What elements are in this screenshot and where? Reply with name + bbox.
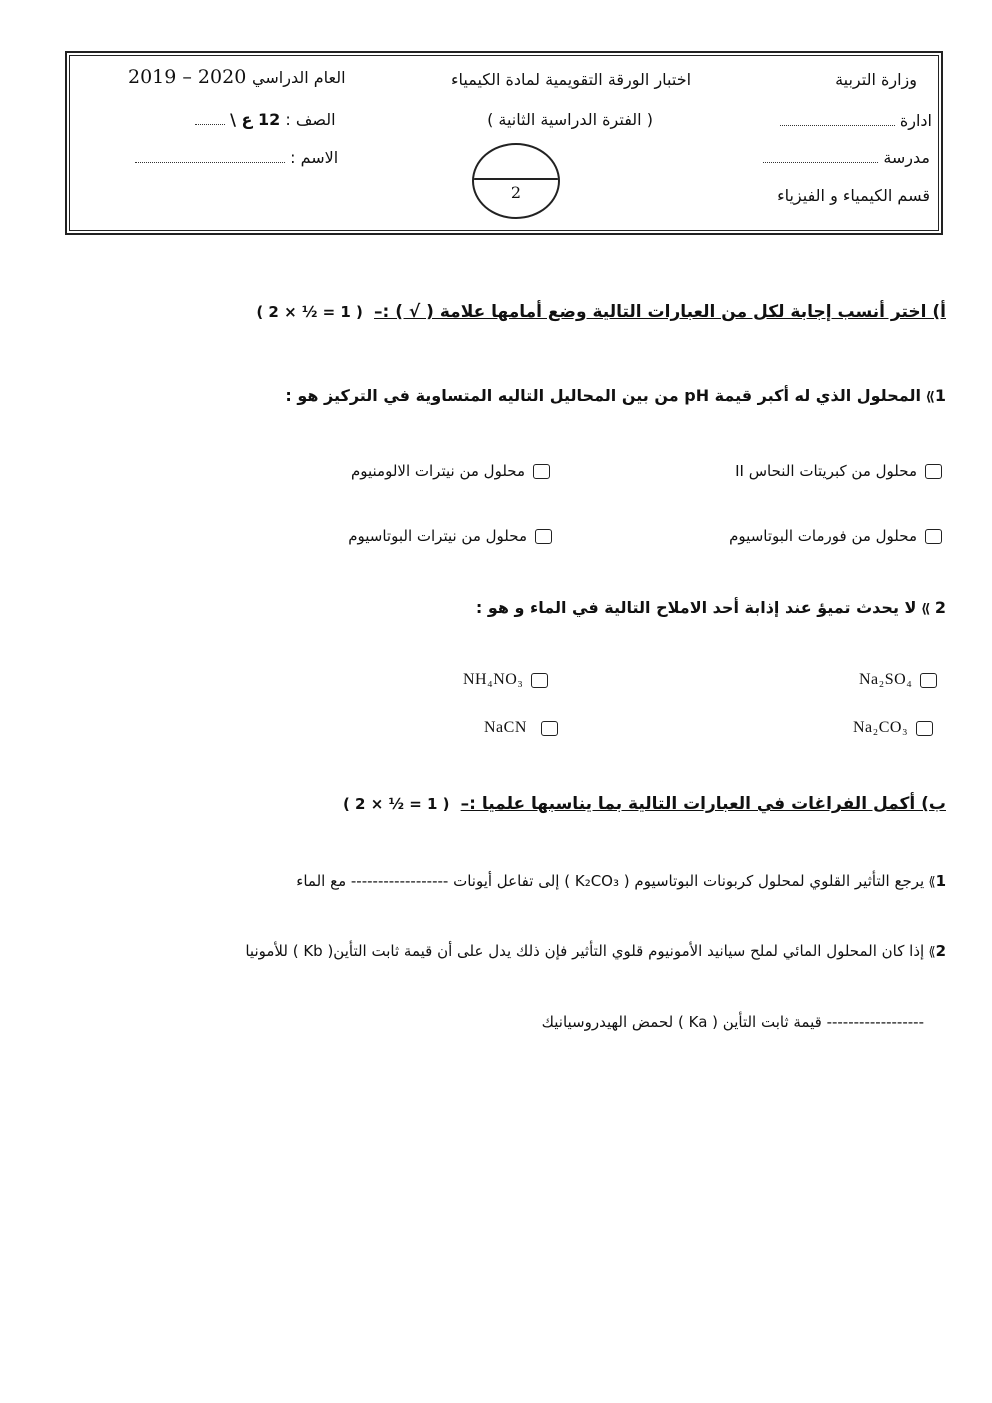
question-a2-text: لا يحدث تميؤ عند إذابة أحد الاملاح التالية في الماء و هو : bbox=[475, 598, 917, 617]
checkbox[interactable] bbox=[925, 464, 942, 479]
arrow-icon: ⟫ bbox=[920, 390, 935, 405]
school-field bbox=[763, 148, 930, 167]
checkbox[interactable] bbox=[541, 721, 558, 736]
class-blank[interactable] bbox=[195, 112, 225, 125]
section-a-score: ( 2 × ½ = 1 ) bbox=[256, 303, 363, 321]
question-a2-number: 2 bbox=[934, 598, 946, 617]
question-b1-number: 1 bbox=[935, 872, 946, 890]
option-label: محلول من نيترات الالومنيوم bbox=[350, 462, 525, 480]
class-label: الصف : bbox=[285, 110, 336, 129]
name-label: الاسم : bbox=[290, 148, 339, 167]
class-value: 12 ع \ bbox=[230, 110, 281, 129]
section-b-heading bbox=[343, 794, 946, 814]
question-b2-line2: ------------------ قيمة ثابت التأين ( Ka ) لحمض الهيدروسيانيك bbox=[541, 1013, 924, 1031]
grade-circle bbox=[472, 143, 560, 219]
option-label: NH₄NO₃ bbox=[463, 671, 524, 688]
option-a1-2[interactable] bbox=[351, 462, 550, 480]
section-b-score: ( 2 × ½ = 1 ) bbox=[342, 795, 450, 813]
administration-label: ادارة bbox=[899, 111, 932, 130]
administration-field bbox=[780, 111, 932, 130]
school-label: مدرسة bbox=[883, 148, 930, 167]
academic-year-label: العام الدراسي bbox=[252, 68, 346, 87]
checkbox[interactable] bbox=[535, 529, 552, 544]
question-a1-text: المحلول الذي له أكبر قيمة pH من بين المحاليل التاليه المتساوية في التركيز هو : bbox=[285, 386, 921, 405]
question-a1 bbox=[285, 386, 946, 405]
option-label: Na₂SO₄ bbox=[859, 671, 913, 688]
arrow-icon: ⟫ bbox=[916, 602, 935, 617]
question-b2-number: 2 bbox=[935, 942, 946, 960]
department-label: قسم الكيمياء و الفيزياء bbox=[777, 186, 930, 205]
arrow-icon: ⟫ bbox=[924, 875, 936, 890]
administration-blank[interactable] bbox=[780, 113, 895, 126]
exam-title: اختبار الورقة التقويمية لمادة الكيمياء bbox=[450, 70, 692, 89]
question-b2 bbox=[245, 942, 946, 960]
academic-year-field bbox=[128, 66, 346, 88]
section-a-title: أ) اختر أنسب إجابة لكل من العبارات التالية وضع أمامها علامة ( √ ) :– bbox=[374, 302, 946, 322]
checkbox[interactable] bbox=[916, 721, 933, 736]
checkbox[interactable] bbox=[920, 673, 937, 688]
section-b-title: ب) أكمل الفراغات في العبارات التالية بما يناسبها علميا :– bbox=[460, 794, 946, 814]
option-a2-3[interactable] bbox=[853, 719, 933, 737]
option-a2-1[interactable] bbox=[859, 671, 937, 689]
question-b1 bbox=[296, 872, 946, 890]
option-a2-2[interactable] bbox=[463, 671, 548, 689]
academic-year-value: 2019 – 2020 bbox=[128, 66, 247, 88]
checkbox[interactable] bbox=[925, 529, 942, 544]
checkbox[interactable] bbox=[531, 673, 548, 688]
grade-divider bbox=[474, 178, 558, 180]
school-blank[interactable] bbox=[763, 150, 878, 163]
arrow-icon: ⟫ bbox=[924, 945, 936, 960]
name-blank[interactable] bbox=[135, 150, 285, 163]
question-b2-line1: إذا كان المحلول المائي لملح سيانيد الأمونيوم قلوي التأثير فإن ذلك يدل على أن قيمة ثابت التأين( Kb ) للأمونيا bbox=[245, 942, 925, 960]
question-a1-number: 1 bbox=[934, 386, 946, 405]
question-b1-text: يرجع التأثير القلوي لمحلول كربونات البوتاسيوم ( K₂CO₃ ) إلى تفاعل أيونات ------------------ مع الماء bbox=[296, 872, 925, 890]
option-label: محلول من فورمات البوتاسيوم bbox=[729, 527, 917, 545]
question-a2 bbox=[476, 598, 946, 617]
ministry-label: وزارة التربية bbox=[835, 70, 917, 89]
name-field bbox=[135, 148, 338, 167]
period-label: ( الفترة الدراسية الثانية ) bbox=[487, 110, 653, 129]
class-field bbox=[195, 110, 336, 129]
option-a1-3[interactable] bbox=[729, 527, 942, 545]
option-label: Na₂CO₃ bbox=[853, 719, 909, 736]
grade-total: 2 bbox=[510, 183, 522, 202]
option-a1-4[interactable] bbox=[348, 527, 552, 545]
checkbox[interactable] bbox=[533, 464, 550, 479]
option-label: NaCN bbox=[484, 719, 527, 736]
option-label: محلول من كبريتات النحاس II bbox=[735, 462, 917, 480]
section-a-heading bbox=[256, 302, 946, 322]
option-a1-1[interactable] bbox=[735, 462, 942, 480]
option-a2-4[interactable] bbox=[484, 719, 558, 737]
option-label: محلول من نيترات البوتاسيوم bbox=[348, 527, 527, 545]
